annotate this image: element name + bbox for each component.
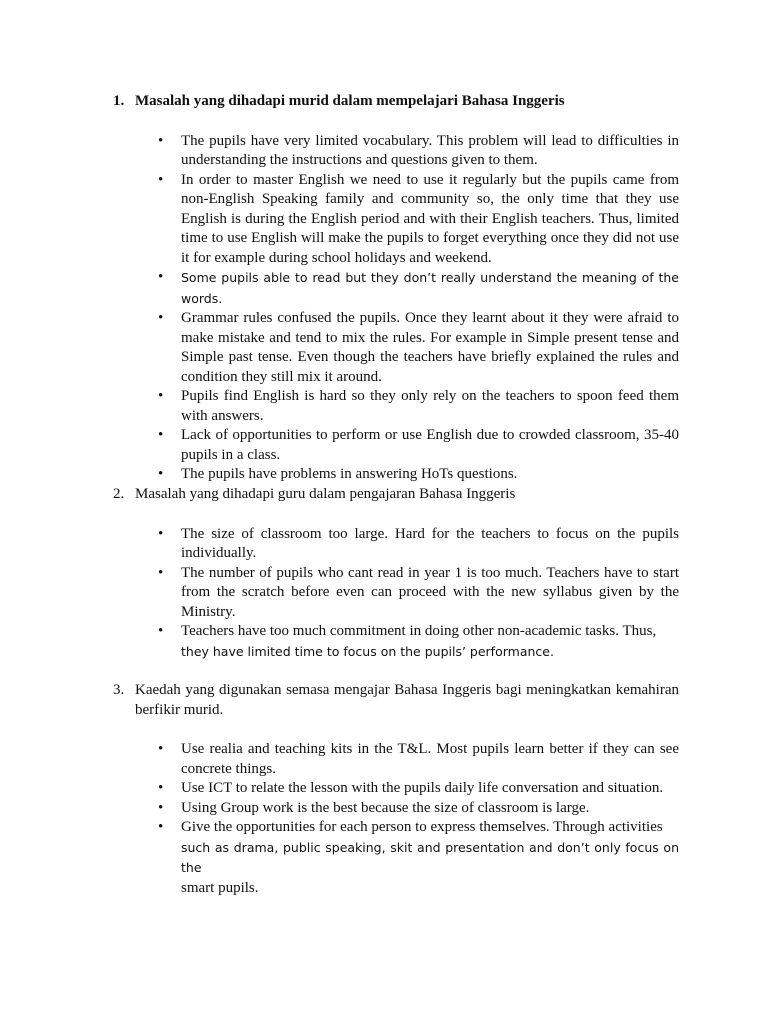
bullet-icon: • xyxy=(158,171,164,188)
section-2-list xyxy=(113,525,679,663)
list-item xyxy=(113,740,679,779)
section-1-heading xyxy=(113,92,679,112)
list-item-text: Using Group work is the best because the size of classroom is large. xyxy=(181,799,590,816)
section-3-heading xyxy=(113,681,679,720)
list-item xyxy=(113,268,679,309)
list-item xyxy=(113,465,679,485)
bullet-icon: • xyxy=(158,799,164,816)
list-item-text: Teachers have too much commitment in doing other non-academic tasks. Thus, xyxy=(181,623,657,639)
bullet-icon: • xyxy=(158,741,164,757)
section-1-title: Masalah yang dihadapi murid dalam mempelajari Bahasa Inggeris xyxy=(135,93,565,109)
list-item xyxy=(113,564,679,623)
bullet-icon: • xyxy=(158,310,164,326)
bullet-icon: • xyxy=(158,780,164,796)
list-item-text: The number of pupils who cant read in year 1 is too much. Teachers have to start from the scratch before even can proceed with the new syllabus given by the Ministry. xyxy=(181,564,679,620)
bullet-icon: • xyxy=(158,269,164,285)
list-item xyxy=(113,171,679,269)
list-item xyxy=(113,309,679,387)
bullet-icon: • xyxy=(158,819,164,835)
bullet-icon: • xyxy=(158,564,164,581)
bullet-icon: • xyxy=(158,525,164,542)
list-item-text: The size of classroom too large. Hard for the teachers to focus on the pupils individually. xyxy=(181,525,679,561)
bullet-icon: • xyxy=(158,388,164,404)
list-item-text: Use realia and teaching kits in the T&L. Most pupils learn better if they can see concrete things. xyxy=(181,741,679,777)
section-2-heading xyxy=(113,485,679,505)
list-item-text: Grammar rules confused the pupils. Once they learnt about it they were afraid to make mistake and tend to mix the rules. For example in Simple present tense and Simple past tense. Even though the teachers have briefly explained the rules and condition they still mix it around. xyxy=(181,310,679,385)
bullet-icon: • xyxy=(158,427,164,443)
section-1 xyxy=(113,92,679,485)
list-item xyxy=(113,525,679,564)
list-item xyxy=(113,622,679,662)
section-2 xyxy=(113,485,679,662)
list-item-text: The pupils have problems in answering HoTs questions. xyxy=(181,466,518,482)
list-item-text: smart pupils. xyxy=(181,879,259,896)
section-2-number: 2. xyxy=(113,486,125,502)
list-item xyxy=(113,426,679,465)
list-item-text: Pupils find English is hard so they only rely on the teachers to spoon feed them with answers. xyxy=(181,388,679,424)
list-item-text: they have limited time to focus on the pupils’ performance. xyxy=(181,643,554,659)
bullet-icon: • xyxy=(158,623,164,639)
list-item-text: such as drama, public speaking, skit and presentation and don’t only focus on the xyxy=(181,839,679,875)
list-item-text: Lack of opportunities to perform or use English due to crowded classroom, 35-40 pupils in a class. xyxy=(181,427,679,463)
section-2-title: Masalah yang dihadapi guru dalam pengajaran Bahasa Inggeris xyxy=(135,486,516,502)
section-1-list xyxy=(113,132,679,485)
bullet-icon: • xyxy=(158,466,164,482)
section-3-number: 3. xyxy=(113,682,125,698)
list-item-text: The pupils have very limited vocabulary. This problem will lead to difficulties in understanding the instructions and questions given to them. xyxy=(181,132,679,168)
bullet-icon: • xyxy=(158,132,164,149)
list-item-text: Give the opportunities for each person to express themselves. Through activities xyxy=(181,819,663,835)
list-item xyxy=(113,818,679,898)
section-1-number: 1. xyxy=(113,93,125,109)
list-item xyxy=(113,799,679,819)
section-3 xyxy=(113,681,679,898)
section-3-title: Kaedah yang digunakan semasa mengajar Bahasa Inggeris bagi meningkatkan kemahiran berfikir murid. xyxy=(135,682,679,718)
list-item xyxy=(113,132,679,171)
list-item-text: Use ICT to relate the lesson with the pupils daily life conversation and situation. xyxy=(181,780,664,796)
list-item xyxy=(113,779,679,799)
list-item-text: In order to master English we need to use it regularly but the pupils came from non-English Speaking family and community so, the only time that they use English is during the English period and with their English teachers. Thus, limited time to use English will make the pupils to forget everything once they did not use it for example during school holidays and weekend. xyxy=(181,171,679,266)
list-item xyxy=(113,387,679,426)
list-item-text: Some pupils able to read but they don’t really understand the meaning of the words. xyxy=(181,270,679,306)
section-3-list xyxy=(113,740,679,898)
